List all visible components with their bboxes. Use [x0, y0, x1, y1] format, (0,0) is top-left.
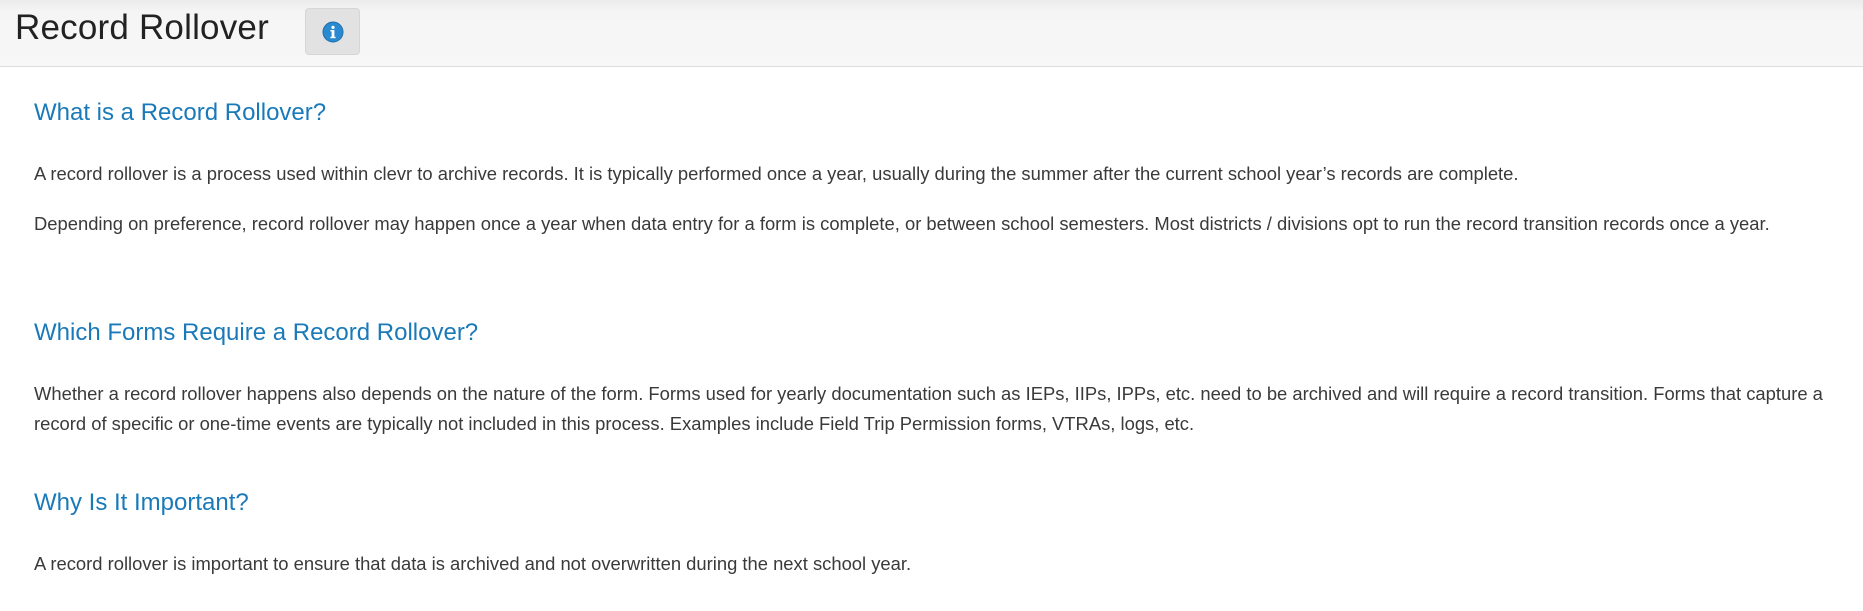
info-icon: [322, 21, 344, 43]
section-paragraph: A record rollover is important to ensure that data is archived and not overwritten during the next school year.: [34, 553, 912, 574]
section-heading-which-forms: Which Forms Require a Record Rollover?: [34, 319, 479, 346]
section-heading-what-is: What is a Record Rollover?: [34, 99, 327, 126]
section-paragraph: Whether a record rollover happens also depends on the nature of the form. Forms used for yearly documentation such as IEPs, IIPs, IPPs, etc. need to be archived and will require a record transition. Forms that capture a record of specific or one-time events are typically not included in this process. Examples include Field Trip Permission forms, VTRAs, logs, etc.: [34, 383, 1823, 434]
section-paragraph: A record rollover is a process used within clevr to archive records. It is typically performed once a year, usually during the summer after the current school year’s records are complete.: [34, 163, 1519, 184]
page-title: Record Rollover: [15, 8, 269, 47]
section-heading-why-important: Why Is It Important?: [34, 489, 249, 516]
section-paragraph: Depending on preference, record rollover may happen once a year when data entry for a form is complete, or between school semesters. Most districts / divisions opt to run the record transition records once a year.: [34, 213, 1770, 234]
page-header: [0, 0, 1863, 67]
info-button[interactable]: [305, 8, 360, 55]
